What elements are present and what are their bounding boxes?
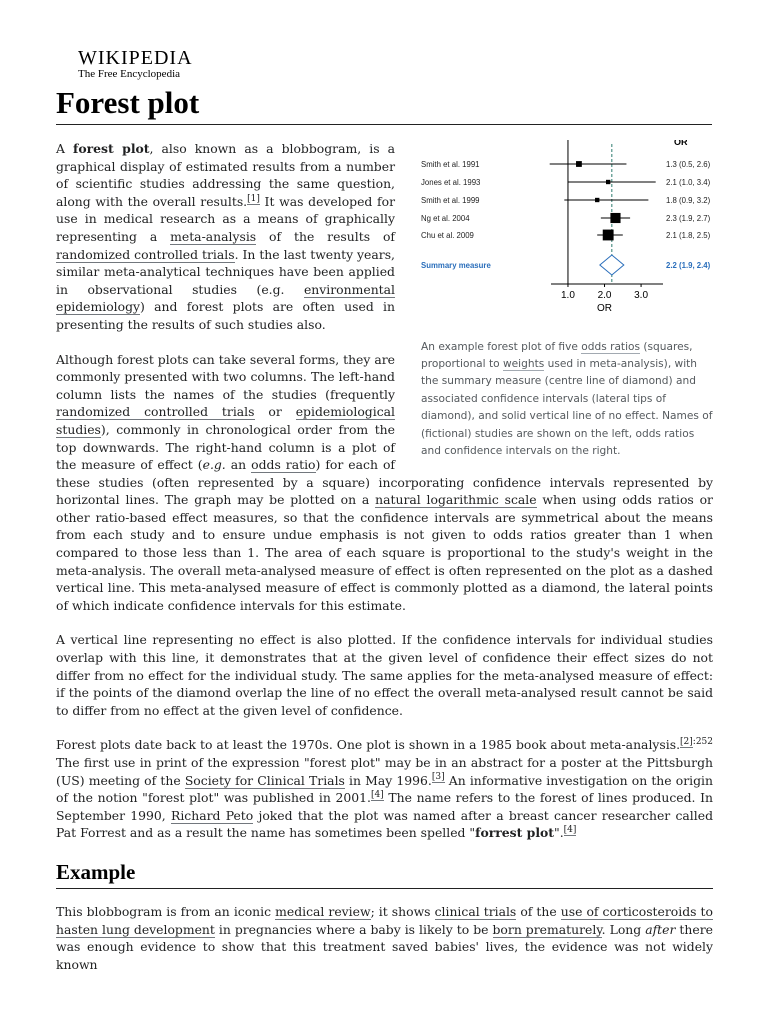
study-or-label-0: 1.3 (0.5, 2.6) (666, 160, 711, 169)
link-weights[interactable]: weights (503, 358, 545, 370)
term-forrest-plot: forrest plot (475, 825, 555, 841)
study-square-3 (610, 213, 620, 223)
study-name-4: Chu et al. 2009 (421, 231, 474, 240)
ref-1[interactable]: [1] (247, 193, 260, 204)
link-richard-peto[interactable]: Richard Peto (170, 807, 254, 823)
study-name-0: Smith et al. 1991 (421, 160, 480, 169)
link-odds-ratios[interactable]: odds ratios (581, 340, 641, 353)
link-medical-review[interactable]: medical review (275, 903, 371, 919)
study-or-label-3: 2.3 (1.9, 2.7) (666, 214, 711, 223)
link-odds-ratio[interactable]: odds ratio (251, 457, 316, 473)
summary-or-label: 2.2 (1.9, 2.4) (666, 261, 711, 270)
section-heading-example: Example (56, 859, 713, 889)
summary-diamond (600, 255, 624, 275)
figure-caption: An example forest plot of five odds ratios (squares, proportional to weights used in meta-analysis), with the summary measure (centre line of diamond) and associated confidence intervals (lateral tips of diamond), and solid vertical line of no effect. Names of (fictional) studies are shown on the left, odds ratios and confidence intervals on the right. (421, 340, 713, 458)
paragraph-history: Forest plots date back to at least the 1970s. One plot is shown in a 1985 book about meta-analysis.$^{[2]:252}$ The first use in print of the expression "forest plot" may be in an abstract for a poster at the Pittsburgh (US) meeting of the Society for Clinical Trials in May 1996.[3] An informative investigation on the origin of the notion "forest plot" was published in 2001.[4] The name refers to the forest of lines produced. In September 1990, Richard Peto joked that the plot was named after a breast cancer researcher called Pat Forrest and as a result the name has sometimes been spelled "forrest plot".[4] (56, 737, 713, 841)
tagline: The Free Encyclopedia (78, 68, 181, 80)
summary-name: Summary measure (421, 261, 491, 270)
right-header: OR (674, 140, 688, 147)
page-title: Forest plot (56, 84, 712, 125)
paragraph-intro: A forest plot, also known as a blobbogram, is a graphical display of estimated results from a number of scientific studies addressing the same question, along with the overall results.[1] It was developed for use in medical research as a means of graphically representing a meta-analysis of the results of randomized controlled trials. In the last twenty years, similar meta-analytical techniques have been applied in observational studies (e.g. environmental epidemiology) and forest plots are often used in presenting the results of such studies also. (56, 141, 395, 332)
study-name-2: Smith et al. 1999 (421, 196, 480, 205)
link-born-prematurely[interactable]: born prematurely (492, 921, 602, 937)
term-forest-plot: forest plot (73, 141, 150, 156)
study-square-2 (595, 198, 599, 202)
forest-plot-figure (421, 140, 713, 460)
link-randomized-controlled-trials-2[interactable]: randomized controlled trials (56, 404, 255, 420)
link-natural-logarithmic-scale[interactable]: natural logarithmic scale (375, 492, 537, 508)
ref-3[interactable]: [3] (431, 772, 445, 783)
x-tick-label-0: 1.0 (561, 290, 575, 301)
ref-2[interactable]: [2] (680, 737, 693, 748)
study-square-0 (576, 161, 582, 167)
paragraph-no-effect: A vertical line representing no effect is also plotted. If the confidence intervals for individual studies overlap with this line, it demonstrates that at the given level of confidence their effect sizes do not differ from no effect for the individual study. The same applies for the meta-analysed measure of effect: if the points of the diamond overlap the line of no effect the overall meta-analysed result cannot be said to differ from no effect at the given level of confidence. (56, 632, 713, 718)
study-square-1 (606, 180, 610, 184)
study-or-label-4: 2.1 (1.8, 2.5) (666, 231, 711, 240)
link-epidemiological-studies[interactable]: epidemiological studies (56, 404, 395, 437)
ref-4b[interactable]: [4] (563, 825, 577, 836)
wordmark: WIKIPEDIA (78, 47, 193, 69)
study-square-4 (603, 230, 614, 241)
ref-4[interactable]: [4] (370, 790, 384, 801)
study-or-label-1: 2.1 (1.0, 3.4) (666, 178, 711, 187)
study-name-3: Ng et al. 2004 (421, 214, 470, 223)
forest-plot-chart (421, 140, 713, 332)
link-environmental-epidemiology[interactable]: environmental epidemiology (56, 281, 395, 315)
link-society-for-clinical-trials[interactable]: Society for Clinical Trials (184, 772, 345, 788)
study-or-label-2: 1.8 (0.9, 3.2) (666, 196, 711, 205)
link-meta-analysis[interactable]: meta-analysis (170, 228, 257, 244)
x-axis-label: OR (597, 303, 613, 314)
wikipedia-logo[interactable] (78, 48, 193, 81)
article-body (56, 140, 713, 990)
paragraph-example: This blobbogram is from an iconic medical review; it shows clinical trials of the use of corticosteroids to hasten lung development in pregnancies where a baby is likely to be born prematurely. Long after there was enough evidence to show that this treatment saved babies' lives, the evidence was not widely known (56, 903, 713, 972)
x-tick-label-1: 2.0 (597, 290, 612, 301)
paragraph-forms: Although forest plots can take several forms, they are commonly presented with two columns. The left-hand column lists the names of the studies (frequently randomized controlled trials or epidemiological studies), commonly in chronological order from the top downwards. The right-hand column is a plot of the measure of effect (e.g. an odds ratio) for each of these studies (often represented by a square) incorporating confidence intervals represented by horizontal lines. The graph may be plotted on a natural logarithmic scale when using odds ratios or other ratio-based effect measures, so that the confidence intervals are symmetrical about the means from each study and to ensure undue emphasis is not given to odds ratios greater than 1 when compared to those less than 1. The area of each square is proportional to the study's weight in the meta-analysis. The overall meta-analysed measure of effect is often represented on the plot as a dashed vertical line. This meta-analysed measure of effect is commonly plotted as a diamond, the lateral points of which indicate confidence intervals for this estimate. (56, 351, 713, 613)
link-clinical-trials[interactable]: clinical trials (434, 903, 517, 919)
x-tick-label-2: 3.0 (634, 290, 649, 301)
link-randomized-controlled-trials[interactable]: randomized controlled trials (56, 246, 235, 262)
link-corticosteroids[interactable]: use of corticosteroids to hasten lung development (56, 903, 713, 937)
study-name-1: Jones et al. 1993 (421, 178, 481, 187)
